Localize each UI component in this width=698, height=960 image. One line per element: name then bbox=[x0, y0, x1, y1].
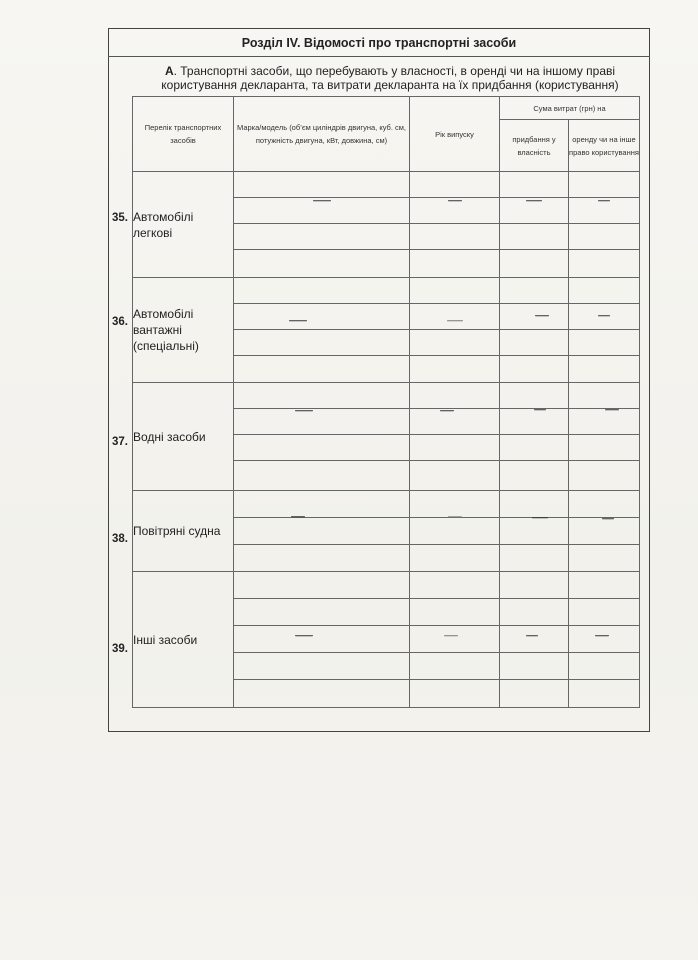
table-cell bbox=[500, 491, 569, 518]
table-cell bbox=[569, 383, 640, 409]
year-cell bbox=[410, 518, 500, 545]
table-cell bbox=[410, 599, 500, 626]
table-cell bbox=[569, 599, 640, 626]
table-cell bbox=[500, 250, 569, 278]
year-cell bbox=[410, 304, 500, 330]
handwritten-dash bbox=[535, 315, 549, 316]
table-cell bbox=[569, 356, 640, 383]
category-label: Інші засоби bbox=[133, 572, 234, 708]
table-cell bbox=[569, 545, 640, 572]
table-cell bbox=[500, 224, 569, 250]
table-cell bbox=[234, 680, 410, 708]
model-cell bbox=[234, 626, 410, 653]
header-rent: оренду чи на інше право користування bbox=[569, 120, 640, 172]
purchase-cell bbox=[500, 304, 569, 330]
header-sum: Сума витрат (грн) на bbox=[500, 97, 640, 120]
table-cell bbox=[500, 278, 569, 304]
purchase-cell bbox=[500, 518, 569, 545]
subtitle-text: . Транспортні засоби, що перебувають у власності, в оренді чи на іншому праві користування декларанта, та витрати декларанта на їх придбання (користування) bbox=[161, 64, 619, 92]
row-number: 36. bbox=[112, 316, 128, 328]
subtitle-letter: А bbox=[164, 64, 174, 78]
table-cell bbox=[234, 224, 410, 250]
handwritten-dash bbox=[602, 518, 614, 519]
purchase-cell bbox=[500, 626, 569, 653]
model-cell bbox=[234, 198, 410, 224]
table-cell bbox=[410, 545, 500, 572]
table-cell bbox=[234, 383, 410, 409]
table-cell bbox=[234, 330, 410, 356]
handwritten-dash bbox=[313, 200, 331, 201]
table-cell bbox=[569, 461, 640, 491]
table-cell bbox=[234, 435, 410, 461]
table-cell bbox=[410, 278, 500, 304]
header-list: Перелік транспортних засобів bbox=[133, 97, 234, 172]
handwritten-dash bbox=[291, 516, 305, 517]
table-cell bbox=[234, 461, 410, 491]
table-cell bbox=[234, 572, 410, 599]
table-cell bbox=[500, 680, 569, 708]
table-cell bbox=[410, 356, 500, 383]
table-cell bbox=[410, 250, 500, 278]
row-number: 37. bbox=[112, 436, 128, 448]
handwritten-dash bbox=[448, 200, 462, 201]
header-model: Марка/модель (об’єм циліндрів двигуна, куб. см, потужність двигуна, кВт, довжина, см) bbox=[234, 97, 410, 172]
handwritten-dash bbox=[295, 410, 313, 411]
vehicles-table bbox=[132, 96, 640, 708]
handwritten-dash bbox=[447, 320, 463, 321]
table-cell bbox=[410, 172, 500, 198]
handwritten-dash bbox=[598, 315, 610, 316]
handwritten-dash bbox=[526, 200, 542, 201]
handwritten-dash bbox=[444, 635, 458, 636]
table-cell bbox=[569, 224, 640, 250]
table-cell bbox=[234, 653, 410, 680]
table-cell bbox=[410, 461, 500, 491]
handwritten-dash bbox=[295, 635, 313, 636]
table-cell bbox=[500, 572, 569, 599]
table-cell bbox=[500, 435, 569, 461]
row-number: 38. bbox=[112, 533, 128, 545]
table-cell bbox=[569, 250, 640, 278]
table-cell bbox=[410, 383, 500, 409]
table-cell bbox=[500, 356, 569, 383]
handwritten-dash bbox=[532, 517, 548, 518]
handwritten-dash bbox=[534, 409, 546, 410]
table-cell bbox=[410, 435, 500, 461]
table-cell bbox=[569, 330, 640, 356]
table-cell bbox=[569, 491, 640, 518]
table-cell bbox=[569, 680, 640, 708]
category-label: Автомобілі легкові bbox=[133, 172, 234, 278]
table-cell bbox=[500, 653, 569, 680]
model-cell bbox=[234, 304, 410, 330]
rent-cell bbox=[569, 304, 640, 330]
table-cell bbox=[410, 491, 500, 518]
handwritten-dash bbox=[289, 320, 307, 321]
rent-cell bbox=[569, 198, 640, 224]
purchase-cell bbox=[500, 409, 569, 435]
handwritten-dash bbox=[605, 409, 619, 410]
year-cell bbox=[410, 198, 500, 224]
table-cell bbox=[569, 435, 640, 461]
category-label: Повітряні судна bbox=[133, 491, 234, 572]
table-cell bbox=[234, 250, 410, 278]
table-cell bbox=[234, 172, 410, 198]
rent-cell bbox=[569, 518, 640, 545]
table-cell bbox=[410, 330, 500, 356]
year-cell bbox=[410, 409, 500, 435]
table-cell bbox=[234, 599, 410, 626]
row-number: 39. bbox=[112, 643, 128, 655]
handwritten-dash bbox=[598, 200, 610, 201]
category-label: Автомобілі вантажні (спеціальні) bbox=[133, 278, 234, 383]
table-cell bbox=[500, 383, 569, 409]
year-cell bbox=[410, 626, 500, 653]
table-cell bbox=[410, 653, 500, 680]
handwritten-dash bbox=[448, 516, 462, 517]
rent-cell bbox=[569, 626, 640, 653]
table-cell bbox=[500, 545, 569, 572]
table-cell bbox=[410, 572, 500, 599]
table-cell bbox=[500, 172, 569, 198]
row-number: 35. bbox=[112, 212, 128, 224]
table-cell bbox=[569, 572, 640, 599]
section-title: Розділ IV. Відомості про транспортні засоби bbox=[108, 29, 650, 57]
rent-cell bbox=[569, 409, 640, 435]
handwritten-dash bbox=[440, 410, 454, 411]
category-label: Водні засоби bbox=[133, 383, 234, 491]
handwritten-dash bbox=[526, 635, 538, 636]
section-subtitle bbox=[140, 64, 640, 92]
table-cell bbox=[410, 680, 500, 708]
table-cell bbox=[500, 599, 569, 626]
handwritten-dash bbox=[595, 635, 609, 636]
table-cell bbox=[500, 330, 569, 356]
table-cell bbox=[234, 545, 410, 572]
header-year: Рік випуску bbox=[410, 97, 500, 172]
table-cell bbox=[569, 653, 640, 680]
table-cell bbox=[569, 278, 640, 304]
table-cell bbox=[234, 491, 410, 518]
table-cell bbox=[234, 356, 410, 383]
table-cell bbox=[234, 278, 410, 304]
header-purchase: придбання у власність bbox=[500, 120, 569, 172]
table-cell bbox=[410, 224, 500, 250]
purchase-cell bbox=[500, 198, 569, 224]
model-cell bbox=[234, 518, 410, 545]
table-cell bbox=[569, 172, 640, 198]
model-cell bbox=[234, 409, 410, 435]
table-cell bbox=[500, 461, 569, 491]
